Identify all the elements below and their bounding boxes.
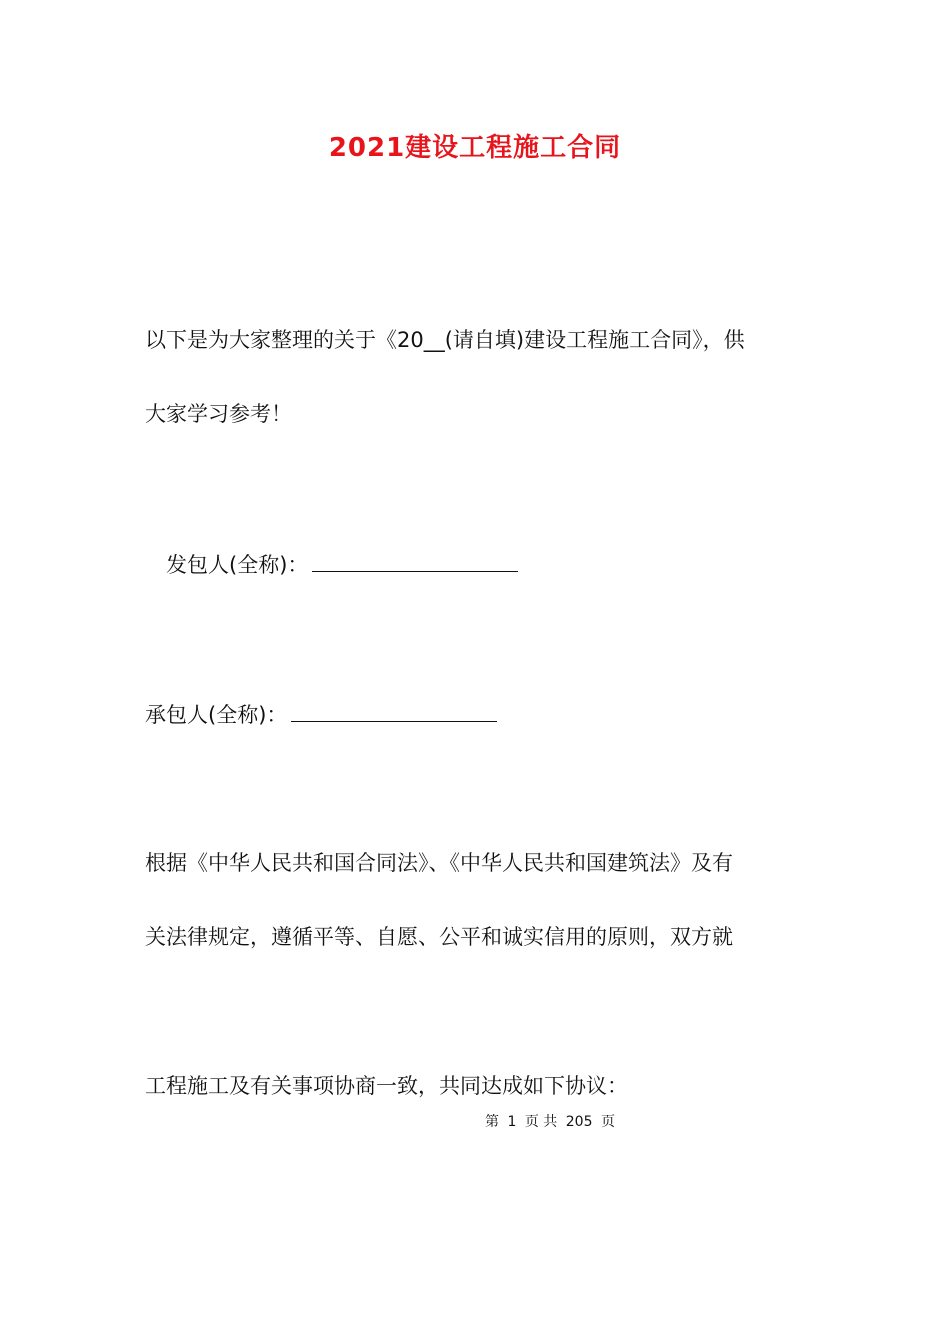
contractor-blank-line — [291, 699, 497, 722]
employer-field — [166, 549, 518, 580]
employer-blank-line — [312, 549, 518, 572]
footer-suffix: 页 — [600, 1114, 615, 1130]
basis-line-2: 关法律规定，遵循平等、自愿、公平和诚实信用的原则，双方就 — [145, 925, 733, 949]
document-title: 2021建设工程施工合同 — [328, 133, 622, 163]
footer-middle: 页 共 — [524, 1114, 558, 1130]
contractor-label: 承包人(全称)： — [145, 703, 288, 727]
footer-total-pages: 205 — [565, 1114, 593, 1130]
intro-line-1: 以下是为大家整理的关于《20__(请自填)建设工程施工合同》，供 — [145, 328, 745, 352]
footer-prefix: 第 — [485, 1114, 500, 1130]
basis-line-3: 工程施工及有关事项协商一致，共同达成如下协议： — [145, 1074, 628, 1098]
contractor-field — [145, 699, 497, 730]
employer-label: 发包人(全称)： — [166, 553, 309, 577]
intro-line-2: 大家学习参考！ — [145, 402, 292, 426]
footer-page-number: 1 — [507, 1114, 517, 1130]
basis-line-1: 根据《中华人民共和国合同法》、《中华人民共和国建筑法》及有 — [145, 851, 733, 875]
page-footer — [0, 1112, 950, 1132]
